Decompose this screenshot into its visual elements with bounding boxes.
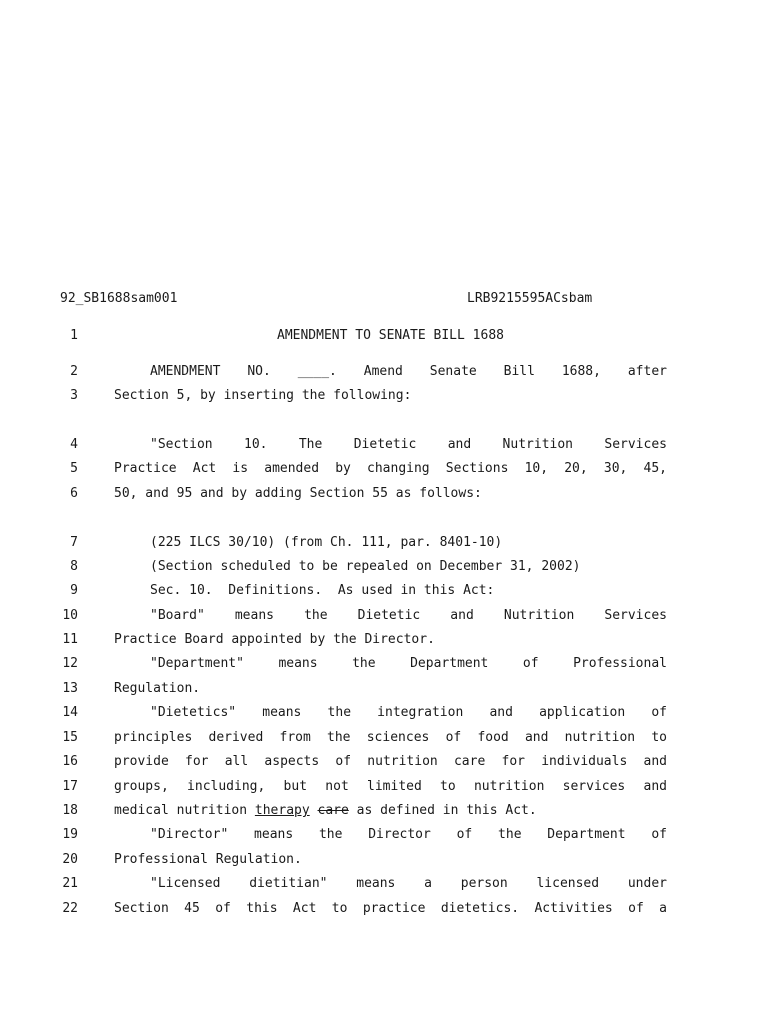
line-text: AMENDMENT NO. ____. Amend Senate Bill 1688, after <box>150 364 667 379</box>
line-text <box>114 802 667 820</box>
line-text: Practice Board appointed by the Director. <box>114 632 435 647</box>
line-number: 9 <box>70 583 78 598</box>
line-number: 7 <box>70 535 78 550</box>
line-number: 17 <box>62 779 78 794</box>
line-text: "Section 10. The Dietetic and Nutrition Services <box>150 437 667 452</box>
text-line <box>0 436 770 454</box>
line-number: 12 <box>62 656 78 671</box>
line-number: 15 <box>62 730 78 745</box>
line-number: 2 <box>70 364 78 379</box>
line-number: 18 <box>62 803 78 818</box>
text-line <box>0 582 770 600</box>
line-number: 3 <box>70 388 78 403</box>
line-text: Section 5, by inserting the following: <box>114 388 412 403</box>
text-line <box>0 607 770 625</box>
line-text: 50, and 95 and by adding Section 55 as follows: <box>114 486 482 501</box>
line-text-segment <box>310 803 318 818</box>
line-number: 4 <box>70 437 78 452</box>
text-line <box>0 363 770 381</box>
text-line <box>0 875 770 893</box>
amendment-title: AMENDMENT TO SENATE BILL 1688 <box>277 328 504 343</box>
text-line <box>0 826 770 844</box>
text-line <box>0 680 770 698</box>
line-text: "Dietetics" means the integration and application of <box>150 705 667 720</box>
line-text: (Section scheduled to be repealed on December 31, 2002) <box>150 559 581 574</box>
line-number: 22 <box>62 901 78 916</box>
line-text: provide for all aspects of nutrition care for individuals and <box>114 754 667 769</box>
text-line <box>0 900 770 918</box>
text-line <box>0 327 770 345</box>
text-line <box>0 485 770 503</box>
line-text: Section 45 of this Act to practice dietetics. Activities of a <box>114 901 667 916</box>
line-number: 1 <box>70 328 78 343</box>
text-line <box>0 802 770 820</box>
line-number: 13 <box>62 681 78 696</box>
line-number: 11 <box>62 632 78 647</box>
line-text: groups, including, but not limited to nutrition services and <box>114 779 667 794</box>
line-text: Sec. 10. Definitions. As used in this Act: <box>150 583 495 598</box>
line-number: 14 <box>62 705 78 720</box>
text-line <box>0 631 770 649</box>
document-id-header: 92_SB1688sam001 <box>60 291 178 306</box>
text-line <box>0 851 770 869</box>
line-number: 16 <box>62 754 78 769</box>
line-text-segment: as defined in this Act. <box>348 803 537 818</box>
line-text: "Department" means the Department of Professional <box>150 656 667 671</box>
line-text: principles derived from the sciences of food and nutrition to <box>114 730 667 745</box>
line-number: 6 <box>70 486 78 501</box>
text-line <box>0 387 770 405</box>
text-line <box>0 655 770 673</box>
text-line <box>0 778 770 796</box>
line-text: "Licensed dietitian" means a person licensed under <box>150 876 667 891</box>
line-text: "Director" means the Director of the Department of <box>150 827 667 842</box>
text-line <box>0 729 770 747</box>
inserted-text: therapy <box>254 803 310 818</box>
line-number: 20 <box>62 852 78 867</box>
line-text: "Board" means the Dietetic and Nutrition Services <box>150 608 667 623</box>
line-number: 10 <box>62 608 78 623</box>
line-text: Professional Regulation. <box>114 852 302 867</box>
lrb-number-header: LRB9215595ACsbam <box>467 291 593 306</box>
line-number: 8 <box>70 559 78 574</box>
text-line <box>0 704 770 722</box>
text-line <box>0 460 770 478</box>
line-number: 19 <box>62 827 78 842</box>
deleted-text: care <box>317 803 349 818</box>
line-text-segment: medical nutrition <box>114 803 255 818</box>
line-text: Regulation. <box>114 681 201 696</box>
line-number: 21 <box>62 876 78 891</box>
line-text: Practice Act is amended by changing Sections 10, 20, 30, 45, <box>114 461 667 476</box>
line-number: 5 <box>70 461 78 476</box>
line-text: (225 ILCS 30/10) (from Ch. 111, par. 8401-10) <box>150 535 503 550</box>
text-line <box>0 534 770 552</box>
text-line <box>0 558 770 576</box>
text-line <box>0 753 770 771</box>
